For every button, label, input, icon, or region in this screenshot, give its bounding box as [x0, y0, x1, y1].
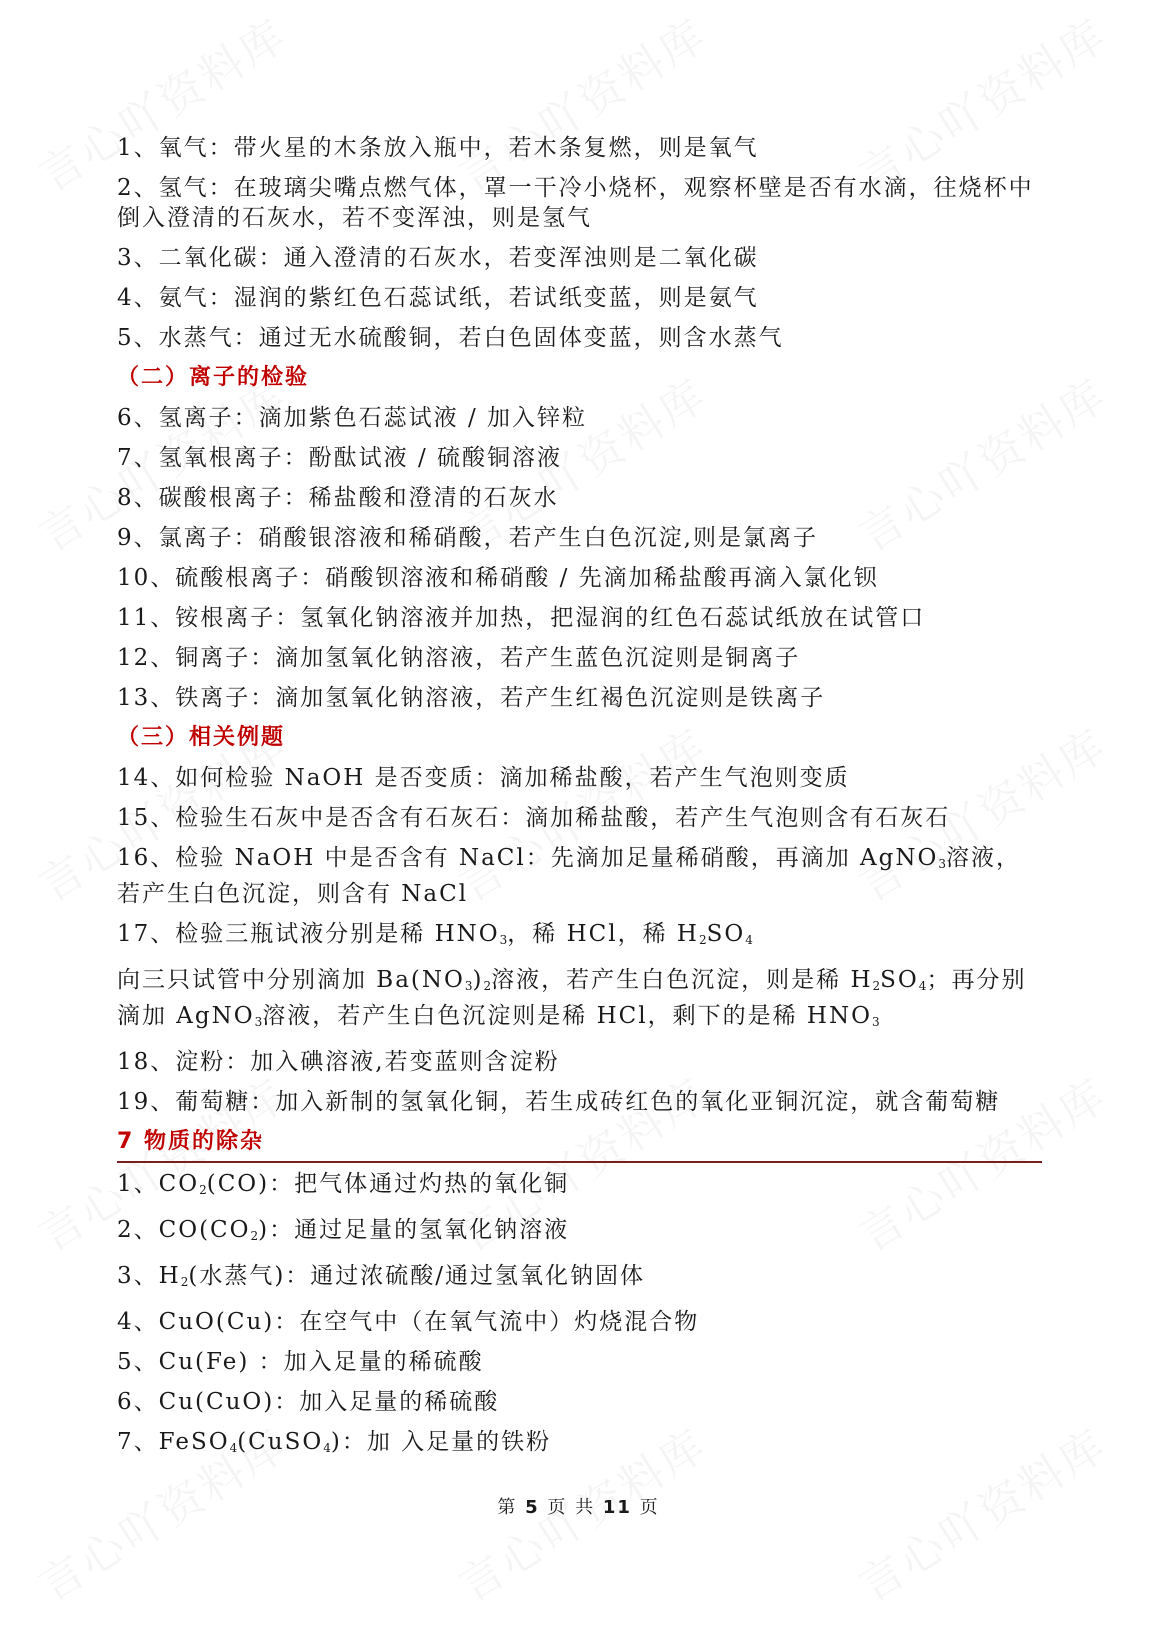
text: (CuSO	[237, 1429, 324, 1455]
ion-item: 12、铜离子：滴加氢氧化钠溶液，若产生蓝色沉淀则是铜离子	[117, 645, 801, 671]
removal-item	[117, 1169, 1042, 1205]
example-item: 14、如何检验 NaOH 是否变质：滴加稀盐酸，若产生气泡则变质	[117, 765, 850, 791]
text: 16、检验 NaOH 中是否含有 NaCl：先滴加足量稀硝酸，再滴加 AgNO	[117, 845, 939, 871]
subscript: 2	[199, 1183, 207, 1197]
text: )：加 入足量的铁粉	[330, 1429, 552, 1455]
footer-text: 第	[497, 1497, 518, 1518]
removal-item	[117, 1427, 1042, 1463]
subscript: 4	[745, 933, 753, 947]
ion-item: 10、硫酸根离子：硝酸钡溶液和稀硝酸 / 先滴加稀盐酸再滴入氯化钡	[117, 565, 879, 591]
subscript: 3	[938, 857, 947, 871]
subscript: 3	[499, 933, 508, 947]
subscript: 3	[464, 979, 473, 993]
text: 2、CO(CO	[117, 1217, 251, 1243]
text: ；再分别滴加 AgNO	[117, 967, 1027, 1029]
text: 3、H	[117, 1263, 181, 1289]
text: 溶液，若产生白色沉淀，则是稀 H	[491, 967, 873, 993]
gas-item: 3、二氧化碳：通入澄清的石灰水，若变浑浊则是二氧化碳	[117, 245, 759, 271]
ion-item: 6、氢离子：滴加紫色石蕊试液 / 加入锌粒	[117, 405, 588, 431]
gas-item: 1、氧气：带火星的木条放入瓶中，若木条复燃，则是氧气	[117, 135, 759, 161]
text: 7、FeSO	[117, 1429, 230, 1455]
ion-item: 8、碳酸根离子：稀盐酸和澄清的石灰水	[117, 485, 559, 511]
example-item: 15、检验生石灰中是否含有石灰石：滴加稀盐酸，若产生气泡则含有石灰石	[117, 805, 951, 831]
text: 向三只试管中分别滴加 Ba(NO	[117, 967, 465, 993]
text: (CO)：把气体通过灼热的氧化铜	[206, 1171, 570, 1197]
text: 溶液，若产生白色沉淀则是稀 HCl，剩下的是稀 HNO	[262, 1003, 872, 1029]
text: )	[472, 967, 484, 993]
subscript: 3	[871, 1015, 880, 1029]
removal-item: 6、Cu(CuO)：加入足量的稀硫酸	[117, 1389, 500, 1415]
text: 1、CO	[117, 1171, 200, 1197]
gas-item: 2、氢气：在玻璃尖嘴点燃气体，罩一干冷小烧杯，观察杯壁是否有水滴，往烧杯中倒入澄清的石灰水，若不变浑浊，则是氢气	[117, 175, 1034, 231]
ion-item: 7、氢氧根离子：酚酞试液 / 硫酸铜溶液	[117, 445, 563, 471]
example-item-detail	[117, 965, 1042, 1037]
page-footer	[0, 1493, 1157, 1519]
text: ，稀 HCl，稀 H	[507, 921, 699, 947]
subscript: 2	[872, 979, 881, 993]
example-item: 18、淀粉：加入碘溶液,若变蓝则含淀粉	[117, 1049, 560, 1075]
example-item	[117, 919, 1042, 955]
subscript: 4	[229, 1441, 238, 1455]
removal-item	[117, 1261, 1042, 1297]
gas-item: 5、水蒸气：通过无水硫酸铜，若白色固体变蓝，则含水蒸气	[117, 325, 784, 351]
subscript: 2	[250, 1229, 259, 1243]
text: (水蒸气)：通过浓硫酸/通过氢氧化钠固体	[188, 1263, 646, 1289]
text: SO	[706, 921, 746, 947]
text: 17、检验三瓶试液分别是稀 HNO	[117, 921, 500, 947]
subscript: 4	[323, 1441, 331, 1455]
gas-item: 4、氨气：湿润的紫红色石蕊试纸，若试纸变蓝，则是氨气	[117, 285, 759, 311]
section-heading-removal: 7 物质的除杂	[117, 1127, 1042, 1163]
section-heading-examples: （三）相关例题	[117, 725, 286, 750]
subscript: 2	[483, 979, 492, 993]
page-content	[117, 133, 1042, 1473]
text: 溶液，若产生白色沉淀，则含有 NaCl	[117, 845, 1022, 907]
text: )：通过足量的氢氧化钠溶液	[258, 1217, 570, 1243]
ion-item: 11、铵根离子：氢氧化钠溶液并加热，把湿润的红色石蕊试纸放在试管口	[117, 605, 926, 631]
removal-item: 5、Cu(Fe) ：加入足量的稀硫酸	[117, 1349, 484, 1375]
total-pages: 11	[602, 1497, 632, 1518]
subscript: 4	[918, 979, 927, 993]
example-item: 19、葡萄糖：加入新制的氢氧化铜，若生成砖红色的氧化亚铜沉淀，就含葡萄糖	[117, 1089, 1001, 1115]
text: SO	[880, 967, 919, 993]
current-page-number: 5	[525, 1497, 540, 1518]
removal-item	[117, 1215, 1042, 1251]
example-item	[117, 843, 1042, 909]
footer-text: 页	[639, 1497, 660, 1518]
ion-item: 13、铁离子：滴加氢氧化钠溶液，若产生红褐色沉淀则是铁离子	[117, 685, 826, 711]
ion-item: 9、氯离子：硝酸银溶液和稀硝酸，若产生白色沉淀,则是氯离子	[117, 525, 818, 551]
subscript: 3	[254, 1015, 263, 1029]
footer-text: 页 共	[547, 1497, 596, 1518]
subscript: 2	[180, 1275, 189, 1289]
removal-item: 4、CuO(Cu)：在空气中（在氧气流中）灼烧混合物	[117, 1309, 700, 1335]
subscript: 2	[698, 933, 707, 947]
section-heading-ions: （二）离子的检验	[117, 365, 310, 390]
